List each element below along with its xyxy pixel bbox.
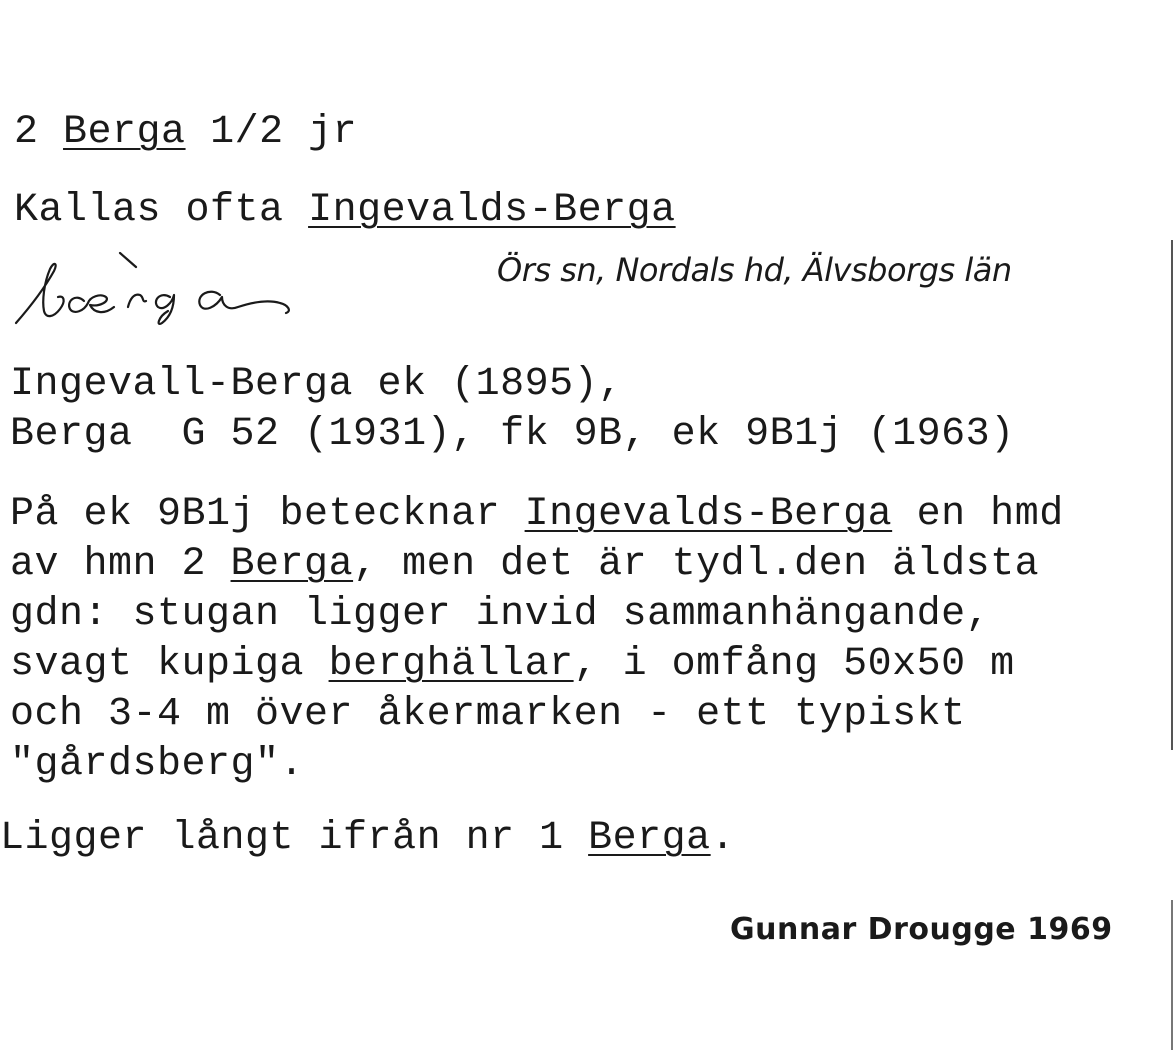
description-text: , men det är tydl.den äldsta <box>353 542 1040 587</box>
description-text: På ek 9B1j betecknar <box>10 492 501 537</box>
entry-number: 2 <box>14 110 39 155</box>
alias-line <box>14 186 676 236</box>
note-line <box>0 814 735 864</box>
entry-name: Berga <box>63 110 186 155</box>
scan-edge-line <box>1171 240 1173 750</box>
note-underlined-name: Berga <box>588 816 711 861</box>
description-line-1 <box>10 490 1064 540</box>
description-text: av hmn 2 <box>10 542 207 587</box>
description-text: , i omfång 50x50 m <box>573 642 1015 687</box>
scan-edge-line <box>1171 900 1173 1050</box>
entry-header <box>14 108 357 158</box>
alias-prefix: Kallas ofta <box>14 188 284 233</box>
note-text: Ligger långt ifrån nr 1 <box>0 816 564 861</box>
handwritten-pronunciation <box>10 245 300 330</box>
description-text: svagt kupiga <box>10 642 305 687</box>
description-line-2 <box>10 540 1039 590</box>
description-text: en hmd <box>916 492 1064 537</box>
entry-size: 1/2 jr <box>210 110 358 155</box>
description-line-6: "gårdsberg". <box>10 742 305 787</box>
description-line-3: gdn: stugan ligger invid sammanhängande, <box>10 592 991 637</box>
description-line-5: och 3-4 m över åkermarken - ett typiskt <box>10 692 966 737</box>
author-signature: Gunnar Drougge 1969 <box>730 912 1113 947</box>
description-underlined-name: berghällar <box>328 642 574 687</box>
source-line-1: Ingevall-Berga ek (1895), <box>10 362 623 407</box>
source-line-2: Berga G 52 (1931), fk 9B, ek 9B1j (1963) <box>10 412 1015 457</box>
description-underlined-name: Ingevalds-Berga <box>524 492 893 537</box>
description-line-4 <box>10 640 1015 690</box>
alias-name: Ingevalds-Berga <box>308 188 676 233</box>
description-underlined-name: Berga <box>230 542 354 587</box>
note-suffix: . <box>710 816 736 861</box>
location-line: Örs sn, Nordals hd, Älvsborgs län <box>497 251 1012 289</box>
